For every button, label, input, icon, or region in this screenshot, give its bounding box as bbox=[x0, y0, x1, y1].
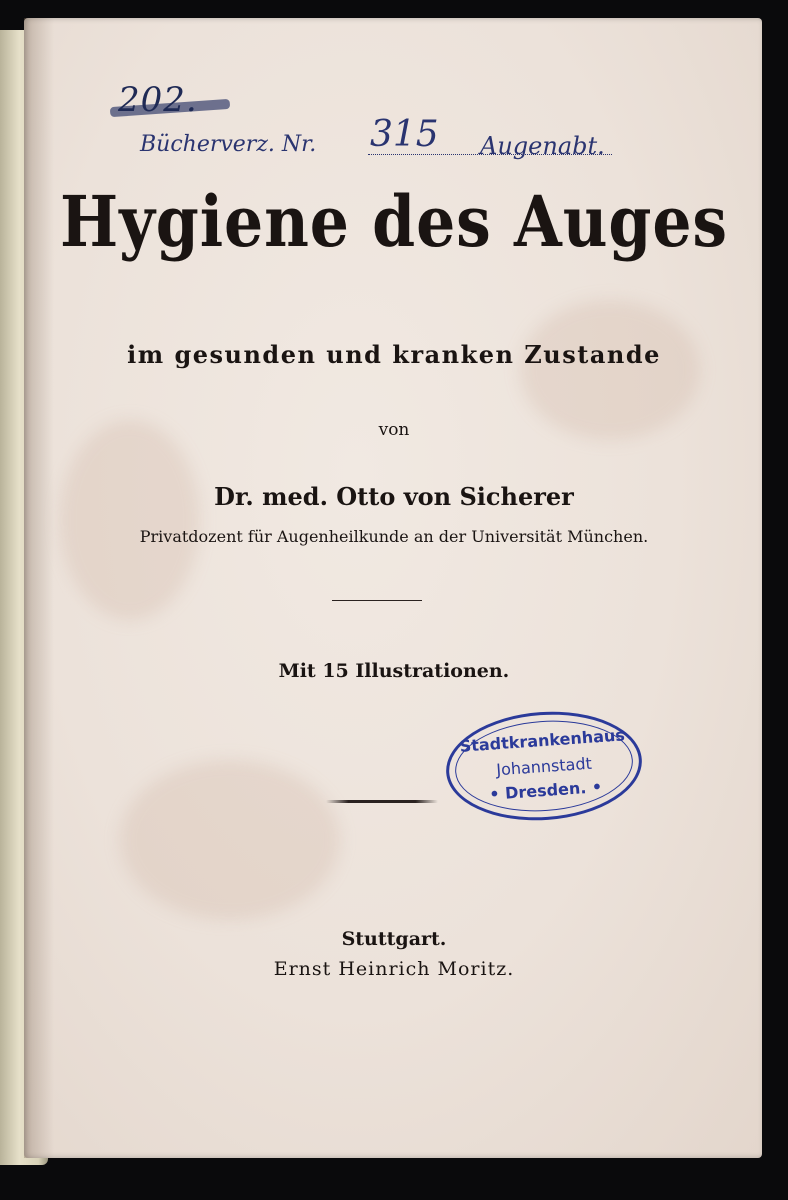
author-name: Dr. med. Otto von Sicherer bbox=[214, 482, 574, 511]
book-subtitle: im gesunden und kranken Zustande bbox=[127, 340, 661, 369]
stamp-line-city: • Dresden. • bbox=[488, 777, 603, 804]
book-title: Hygiene des Auges bbox=[60, 180, 728, 263]
catalog-stamp bbox=[140, 114, 660, 168]
catalog-number: 315 bbox=[370, 114, 439, 155]
ornamental-rule bbox=[326, 800, 438, 803]
divider-rule bbox=[332, 600, 422, 601]
stamp-line-hospital: Stadtkrankenhaus bbox=[459, 725, 626, 756]
handwritten-number: 202. bbox=[118, 80, 198, 120]
by-word: von bbox=[378, 420, 410, 440]
author-affiliation: Privatdozent für Augenheilkunde an der Universität München. bbox=[139, 527, 649, 546]
page-stain bbox=[520, 300, 700, 440]
publication-city: Stuttgart. bbox=[341, 928, 447, 950]
catalog-label: Bücherverz. Nr. bbox=[140, 132, 317, 157]
publisher-name: Ernst Heinrich Moritz. bbox=[273, 958, 515, 980]
page-stain bbox=[120, 760, 340, 920]
stamp-line-district: Johannstadt bbox=[495, 753, 593, 780]
catalog-department: Augenabt. bbox=[480, 132, 605, 160]
illustrations-note: Mit 15 Illustrationen. bbox=[278, 660, 510, 682]
page-stain bbox=[60, 420, 200, 620]
